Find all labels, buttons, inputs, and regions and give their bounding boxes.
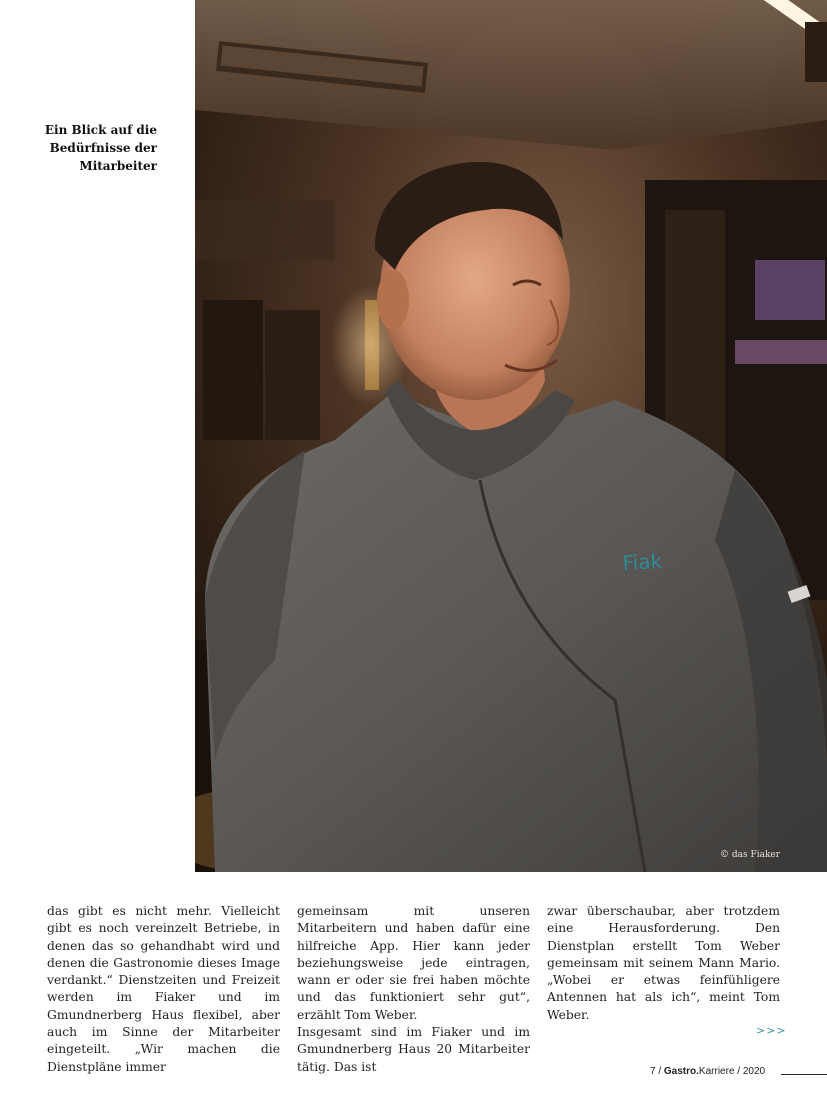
caption-line-1: Ein Blick auf die	[44, 123, 157, 137]
column-2-paragraph-2: Insgesamt sind im Fiaker und im Gmundnerberg Haus 20 Mitarbeiter tätig. Das ist	[297, 1025, 530, 1074]
article-column-1	[47, 903, 280, 1076]
article-column-3	[547, 903, 780, 1024]
photo-caption	[40, 121, 157, 175]
page-number: 7	[650, 1066, 656, 1077]
jacket-logo: Fiak	[622, 548, 663, 575]
continue-marker: >>>	[756, 1024, 787, 1037]
footer-separator-1: /	[658, 1066, 662, 1077]
magazine-name-bold: Gastro.	[663, 1066, 699, 1077]
chef-photo	[195, 0, 827, 872]
caption-line-2: Bedürfnisse der	[49, 141, 157, 155]
chef-photo-illustration	[195, 0, 827, 872]
article-column-2	[297, 903, 530, 1076]
column-2-paragraph-1: gemeinsam mit unseren Mitarbeitern und haben dafür eine hilfreiche App. Hier kann jeder beziehungsweise jede eintragen, wann er oder sie frei haben möchte und das funktioniert sehr gut“, erzählt Tom Weber.	[297, 904, 530, 1022]
column-1-text: das gibt es nicht mehr. Vielleicht gibt es noch vereinzelt Betriebe, in denen das so gehandhabt wird und denen die Gastronomie dieses Image verdankt.“ Dienstzeiten und Freizeit werden im Fiaker und im Gmundnerberg Haus flexibel, aber auch im Sinne der Mitarbeiter eingeteilt. „Wir machen die Dienstpläne immer	[47, 904, 280, 1074]
caption-line-3: Mitarbeiter	[79, 159, 157, 173]
footer-rule	[781, 1074, 827, 1075]
page-footer	[650, 1066, 765, 1077]
photo-credit: © das Fiaker	[720, 850, 781, 860]
magazine-name-light: Karriere	[698, 1066, 735, 1077]
column-3-text: zwar überschaubar, aber trotzdem eine Herausforderung. Den Dienstplan erstellt Tom Weber gemeinsam mit seinem Mann Mario. „Wobei er etwas feinfühligere Antennen hat als ich“, meint Tom Weber.	[547, 904, 780, 1022]
footer-year: 2020	[742, 1066, 766, 1077]
footer-separator-2: /	[737, 1066, 741, 1077]
